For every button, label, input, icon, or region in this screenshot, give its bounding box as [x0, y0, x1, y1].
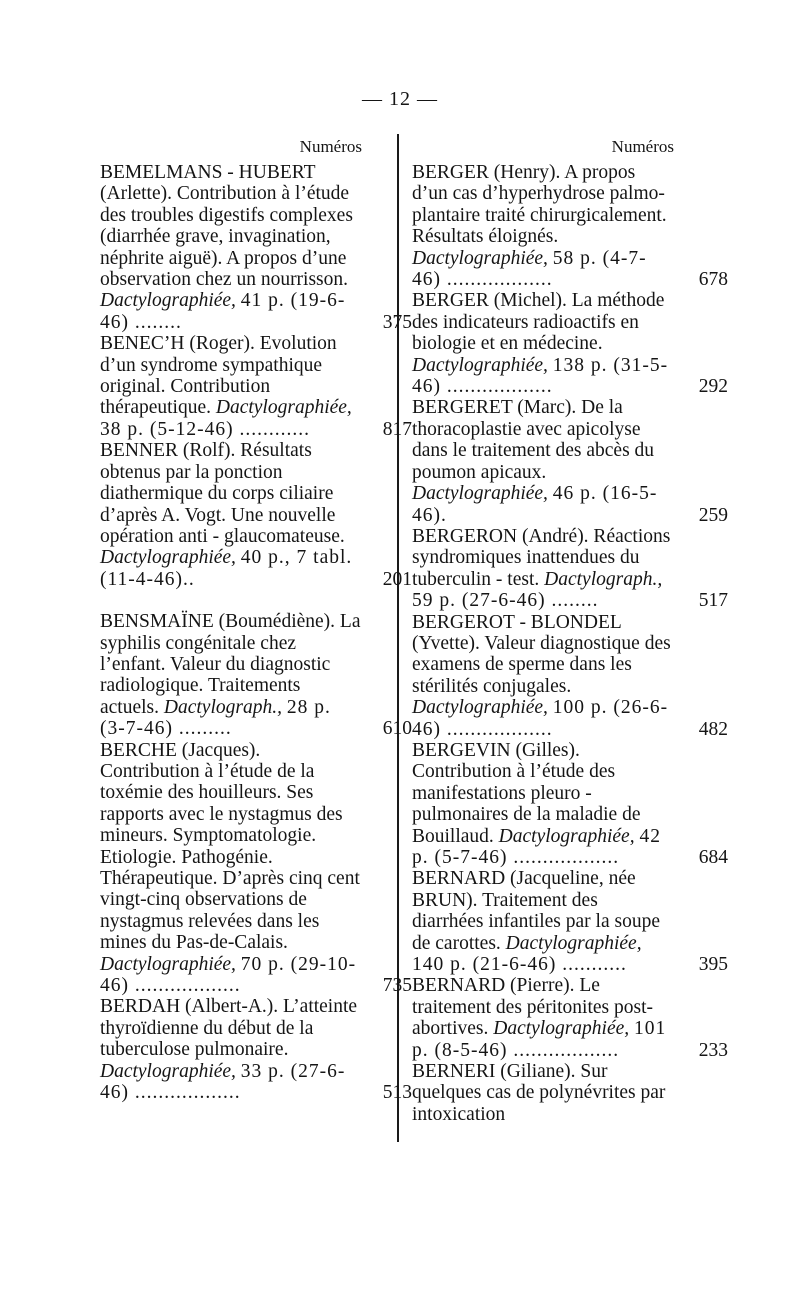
index-entry — [100, 611, 412, 740]
entry-number: 513 — [382, 1082, 412, 1104]
entry-pages-date: 70 p. (29-10-46) .................. — [100, 953, 357, 997]
entry-pages-date: 46 p. (16-5-46). — [412, 483, 658, 526]
entry-pages-date: 38 p. (5-12-46) ............ — [100, 418, 310, 440]
column-heading: Numéros — [611, 137, 674, 156]
entry-pages-date: 138 p. (31-5-46) .................. — [412, 354, 669, 398]
entry-publication: Dactylographiée, — [100, 953, 236, 975]
index-entry — [412, 868, 728, 976]
entry-text: BERNERI (Giliane). Sur quelques cas de polynévrites par intoxication — [412, 1061, 666, 1125]
entry-publication: Dactylographiée, — [505, 932, 642, 954]
index-entry — [412, 162, 728, 291]
page-number: — 12 — — [362, 88, 438, 110]
left-column — [100, 132, 412, 1104]
entry-publication: Dactylographiée, — [100, 1060, 236, 1082]
entry-number: 735 — [382, 975, 412, 997]
entry-pages-date: 28 p. (3-7-46) ......... — [100, 696, 331, 740]
entry-text: BENEC’H (Roger). Evolution d’un syndrome sympathique original. Contribution thérapeutique. — [100, 333, 337, 419]
entry-text: BERGER (Michel). La méthode des indicateurs radioactifs en biologie et en médecine. — [412, 290, 665, 355]
entry-publication: Dactylographiée, — [215, 397, 352, 419]
entry-text: BERDAH (Albert-A.). L’atteinte thyroïdienne du début de la tuberculose pulmonaire. — [100, 996, 358, 1061]
entry-text: BERCHE (Jacques). Contribution à l’étude de la toxémie des houilleurs. Ses rapports avec le nystagmus des mineurs. Symptomatologie. Etiologie. Pathogénie. Thérapeutique. D’après cinq cent vingt-cinq observations de nystagmus relevées dans les mines du Pas-de-Calais. — [100, 739, 360, 954]
entry-pages-date: 140 p. (21-6-46) ........... — [412, 954, 627, 976]
entry-number: 375 — [382, 311, 412, 333]
entry-publication: Dactylographiée, — [100, 547, 236, 569]
index-entry — [412, 739, 728, 868]
entry-publication: Dactylographiée, — [493, 1018, 630, 1040]
index-entry — [412, 290, 728, 398]
entry-publication: Dactylographiée, — [412, 247, 548, 269]
index-entry — [412, 397, 728, 526]
entry-pages-date: 33 p. (27-6-46) .................. — [100, 1060, 346, 1104]
entry-number: 517 — [698, 590, 728, 612]
index-entry — [100, 996, 412, 1104]
entry-text: BERGERON (André). Réactions syndromiques inattendues du tuberculin - test. — [412, 525, 671, 590]
entry-text: BERGERET (Marc). De la thoracoplastie avec apicolyse dans le traitement des abcès du poumon apicaux. — [412, 397, 655, 483]
entry-pages-date: 101 p. (8-5-46) .................. — [412, 1018, 667, 1061]
entry-number: 292 — [698, 376, 728, 398]
entry-pages-date: 58 p. (4-7-46) .................. — [412, 247, 647, 291]
entry-number: 259 — [698, 504, 728, 526]
entry-text: BERGER (Henry). A propos d’un cas d’hyperhydrose palmo-plantaire traité chirurgicalement. Résultats éloignés. — [412, 162, 667, 248]
entry-publication: Dactylograph., — [163, 696, 282, 718]
index-entry — [100, 440, 412, 590]
entry-publication: Dactylographiée, — [412, 483, 548, 505]
index-entry — [100, 333, 412, 440]
entry-number: 678 — [698, 269, 728, 291]
index-entry — [412, 975, 728, 1061]
entry-number: 817 — [382, 418, 412, 440]
right-column — [412, 132, 728, 1125]
right-entry-list — [412, 162, 728, 1125]
column-heading: Numéros — [299, 137, 362, 156]
entry-publication: Dactylographiée, — [412, 354, 548, 376]
entry-pages-date: 42 p. (5-7-46) .................. — [412, 825, 661, 868]
index-entry — [100, 739, 412, 997]
entry-number: 610 — [382, 718, 412, 740]
entry-number: 201 — [382, 568, 412, 590]
entry-text: BERGEVIN (Gilles). Contribution à l’étude des manifestations pleuro - pulmonaires de la maladie de Bouillaud. — [412, 739, 641, 847]
entry-text: BENSMAÏNE (Boumédiène). La syphilis congénitale chez l’enfant. Valeur du diagnostic radiologique. Traitements actuels. — [100, 611, 361, 718]
entry-text: BERNARD (Jacqueline, née BRUN). Traitement des diarrhées infantiles par la soupe de carottes. — [412, 868, 660, 954]
index-entry — [412, 1061, 674, 1125]
entry-text: BEMELMANS - HUBERT (Arlette). Contribution à l’étude des troubles digestifs complexes (diarrhée grave, invagination, néphrite aiguë). A propos d’une observation chez un nourrisson. — [100, 162, 353, 291]
index-entry — [412, 525, 728, 612]
entry-text: BERGEROT - BLONDEL (Yvette). Valeur diagnostique des examens de sperme dans les stérilités conjugales. — [412, 611, 671, 697]
left-entry-list — [100, 162, 412, 1104]
entry-number: 482 — [698, 718, 728, 740]
entry-publication: Dactylographiée, — [100, 290, 236, 312]
entry-text: BERNARD (Pierre). Le traitement des péritonites post-abortives. — [412, 975, 653, 1040]
index-entry — [412, 611, 728, 740]
index-entry — [100, 162, 412, 333]
entry-publication: Dactylographiée, — [412, 697, 548, 719]
entry-publication: Dactylograph., — [544, 568, 663, 590]
entry-number: 233 — [698, 1039, 728, 1061]
entry-publication: Dactylographiée, — [498, 825, 635, 847]
entry-text: BENNER (Rolf). Résultats obtenus par la ponction diathermique du corps ciliaire d’après A. Vogt. Une nouvelle opération anti - glaucomateuse. — [100, 440, 345, 547]
entry-pages-date: 59 p. (27-6-46) ........ — [412, 590, 599, 612]
entry-number: 684 — [698, 847, 728, 868]
entry-number: 395 — [698, 954, 728, 976]
entry-pages-date: 41 p. (19-6-46) ........ — [100, 290, 346, 333]
entry-pages-date: 100 p. (26-6-46) .................. — [412, 697, 669, 740]
entry-pages-date: 40 p., 7 tabl. (11-4-46).. — [100, 547, 353, 590]
